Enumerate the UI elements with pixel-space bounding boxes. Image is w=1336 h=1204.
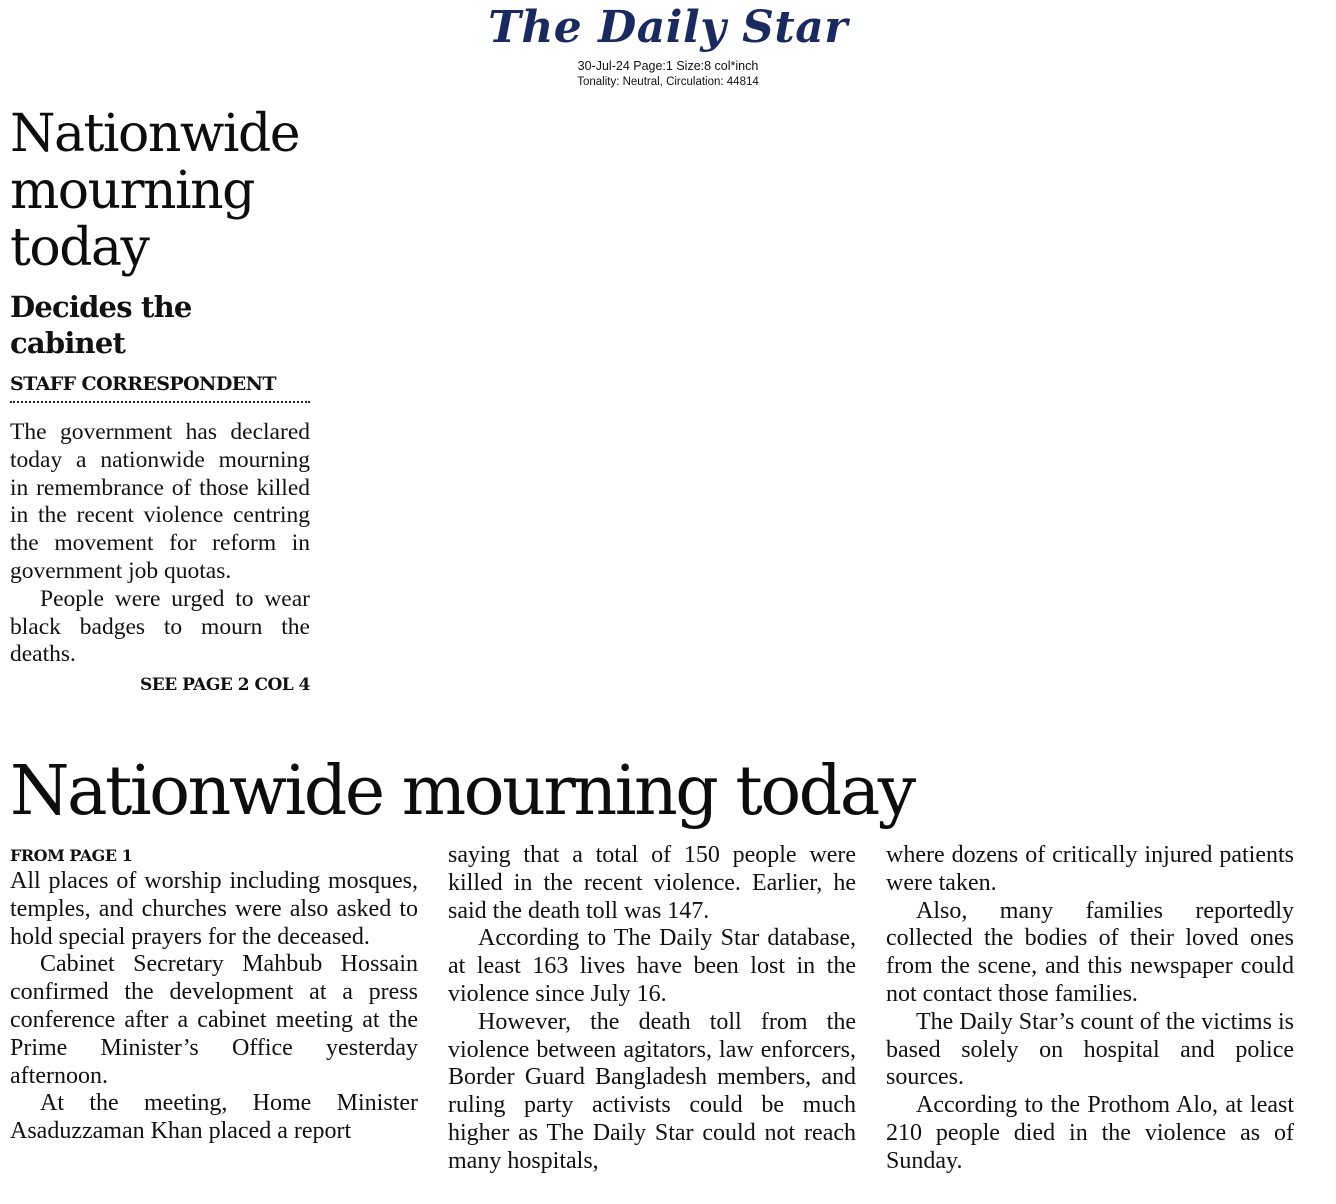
- newspaper-logo: [480, 2, 856, 54]
- headline-line: mourning: [10, 161, 254, 221]
- clipping-meta-tonality: Tonality: Neutral, Circulation: 44814: [577, 76, 759, 88]
- paragraph: All places of worship including mosques, temples, and churches were also asked to hold special prayers for the deceased.: [10, 868, 418, 950]
- paragraph: Cabinet Secretary Mahbub Hossain confirmed the development at a press conference after a cabinet meeting at the Prime Minister’s Office yesterday afternoon.: [10, 951, 418, 1089]
- column-1: [10, 842, 418, 1146]
- paragraph: According to the Prothom Alo, at least 210 people died in the violence as of Sunday.: [886, 1092, 1294, 1174]
- subheadline: Decides the cabinet: [10, 290, 192, 360]
- column-body: [448, 842, 856, 1176]
- column-2: [448, 842, 856, 1176]
- column-body: [10, 868, 418, 1146]
- front-headline: [10, 106, 310, 277]
- headline-line: today: [10, 218, 149, 278]
- clipping-meta-date: 30-Jul-24 Page:1 Size:8 col*inch: [577, 59, 759, 73]
- paragraph: Also, many families reportedly collected the bodies of their loved ones from the scene, and this newspaper could not contact those families.: [886, 897, 1294, 1007]
- continuation-headline: Nationwide mourning today: [10, 752, 914, 831]
- front-page-story: [10, 106, 310, 697]
- front-body: [10, 419, 310, 669]
- paragraph: saying that a total of 150 people were killed in the recent violence. Earlier, he said the death toll was 147.: [448, 842, 856, 924]
- dotted-divider: [10, 401, 310, 403]
- column-body: [886, 842, 1294, 1176]
- paragraph: The government has declared today a nationwide mourning in remembrance of those killed in the recent violence centring the movement for reform in government job quotas.: [10, 419, 310, 584]
- paragraph: The Daily Star’s count of the victims is based solely on hospital and police sources.: [886, 1008, 1294, 1091]
- byline: STAFF CORRESPONDENT: [10, 373, 276, 395]
- paragraph: People were urged to wear black badges to mourn the deaths.: [10, 585, 310, 668]
- headline-line: Nationwide: [10, 104, 300, 164]
- paragraph: However, the death toll from the violence between agitators, law enforcers, Border Guard Bangladesh members, and ruling party activists could be much higher as The Daily Star could not reach many hospitals,: [448, 1008, 856, 1174]
- column-3: [886, 842, 1294, 1176]
- paragraph: According to The Daily Star database, at least 163 lives have been lost in the violence since July 16.: [448, 925, 856, 1007]
- jump-line: SEE PAGE 2 COL 4: [139, 675, 310, 696]
- paragraph: where dozens of critically injured patients were taken.: [886, 842, 1294, 896]
- logo-text: The Daily Star: [488, 2, 848, 53]
- from-page-label: FROM PAGE 1: [10, 846, 133, 865]
- paragraph: At the meeting, Home Minister Asaduzzaman Khan placed a report: [10, 1090, 418, 1145]
